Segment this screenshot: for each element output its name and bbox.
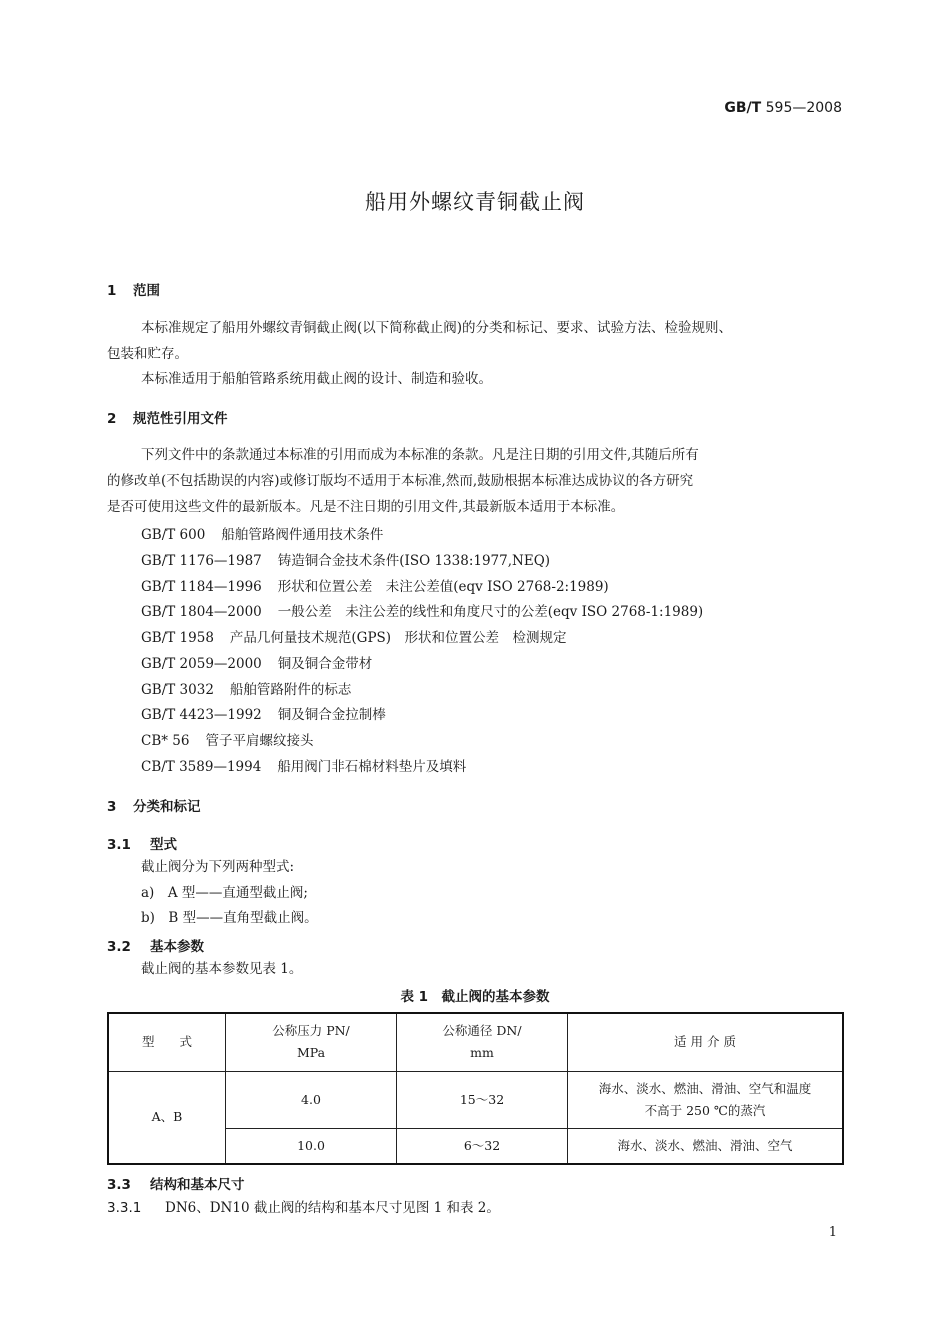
section-3-3-heading [107,1173,245,1193]
reference-title: 管子平肩螺纹接头 [205,733,314,749]
section-title: 范围 [133,283,160,299]
section-text: DN6、DN10 截止阀的结构和基本尺寸见图 1 和表 2。 [165,1200,500,1216]
cell-diameter: 6～32 [397,1128,568,1164]
section-2-paragraph-line-1: 下列文件中的条款通过本标准的引用而成为本标准的条款。凡是注日期的引用文件,其随后所有 [141,447,699,463]
section-2-paragraph-line-3: 是否可使用这些文件的最新版本。凡是不注日期的引用文件,其最新版本适用于本标准。 [107,499,625,515]
standard-code: 595—2008 [765,100,842,116]
cell-pressure: 10.0 [226,1128,397,1164]
reference-item [141,549,550,569]
section-number: 3 [107,799,117,815]
reference-code: GB/T 4423—1992 [141,707,262,723]
reference-code: GB/T 1804—2000 [141,604,262,620]
header-nominal-diameter: 公称通径 DN/ mm [397,1013,568,1071]
section-3-heading [107,795,201,815]
reference-code: GB/T 2059—2000 [141,656,262,672]
cell-medium: 海水、淡水、燃油、滑油、空气 [568,1128,844,1164]
section-3-1-intro: 截止阀分为下列两种型式: [141,859,295,875]
section-title: 型式 [150,837,177,853]
section-title: 分类和标记 [133,799,201,815]
section-number: 3.3 [107,1177,131,1193]
section-1-heading [107,279,160,299]
table-header-row [108,1013,843,1071]
header-nominal-pressure: 公称压力 PN/ MPa [226,1013,397,1071]
reference-item [141,600,703,620]
reference-item [141,755,466,775]
reference-item [141,678,351,698]
reference-title: 船舶管路阀件通用技术条件 [221,527,384,543]
section-2-paragraph-line-2: 的修改单(不包括勘误的内容)或修订版均不适用于本标准,然而,鼓励根据本标准达成协议的各方研究 [107,473,694,489]
section-number: 1 [107,283,117,299]
section-number: 2 [107,411,117,427]
section-1-paragraph-1-line-2: 包装和贮存。 [107,346,188,362]
section-title: 规范性引用文件 [133,411,228,427]
section-number: 3.2 [107,939,131,955]
section-title: 结构和基本尺寸 [150,1177,245,1193]
document-title: 船用外螺纹青铜截止阀 [365,190,585,214]
section-3-3-1 [107,1195,500,1221]
reference-title: 产品几何量技术规范(GPS) 形状和位置公差 检测规定 [229,630,567,646]
parameters-table [107,1012,844,1165]
reference-code: GB/T 600 [141,527,206,543]
section-1-paragraph-2: 本标准适用于船舶管路系统用截止阀的设计、制造和验收。 [141,371,492,387]
standard-number [724,100,842,116]
header-type: 型 式 [108,1013,226,1071]
reference-item [141,729,313,749]
reference-title: 一般公差 未注公差的线性和角度尺寸的公差(eqv ISO 2768-1:1989) [277,604,704,620]
table-row [108,1071,843,1128]
section-1-paragraph-1-line-1: 本标准规定了船用外螺纹青铜截止阀(以下简称截止阀)的分类和标记、要求、试验方法、检验规则、 [141,320,733,336]
section-title: 基本参数 [150,939,204,955]
section-3-2-heading [107,935,204,955]
section-3-1-heading [107,833,177,853]
section-number: 3.3.1 [107,1200,142,1216]
reference-title: 船舶管路附件的标志 [229,682,352,698]
list-item-b: b) B 型——直角型截止阀。 [141,910,318,926]
reference-item [141,523,383,543]
table-caption: 表 1 截止阀的基本参数 [400,989,550,1005]
reference-title: 铜及铜合金拉制棒 [277,707,386,723]
reference-item [141,703,386,723]
reference-title: 船用阀门非石棉材料垫片及填料 [277,759,467,775]
reference-title: 形状和位置公差 未注公差值(eqv ISO 2768-2:1989) [277,579,609,595]
cell-pressure: 4.0 [226,1071,397,1128]
reference-code: CB/T 3589—1994 [141,759,262,775]
reference-code: GB/T 1176—1987 [141,553,262,569]
cell-diameter: 15～32 [397,1071,568,1128]
reference-item [141,652,372,672]
section-2-heading [107,407,228,427]
standard-prefix: GB/T [724,100,762,116]
section-number: 3.1 [107,837,131,853]
reference-title: 铸造铜合金技术条件(ISO 1338:1977,NEQ) [277,553,551,569]
reference-code: CB* 56 [141,733,190,749]
reference-item [141,626,567,646]
section-3-2-text: 截止阀的基本参数见表 1。 [141,961,303,977]
reference-code: GB/T 3032 [141,682,214,698]
list-item-a: a) A 型——直通型截止阀; [141,885,308,901]
page-number: 1 [828,1225,837,1240]
reference-code: GB/T 1184—1996 [141,579,262,595]
cell-type: A、B [108,1071,226,1164]
reference-code: GB/T 1958 [141,630,214,646]
cell-medium: 海水、淡水、燃油、滑油、空气和温度 不高于 250 ℃的蒸汽 [568,1071,844,1128]
reference-item [141,575,609,595]
reference-title: 铜及铜合金带材 [277,656,373,672]
header-applicable-medium: 适 用 介 质 [568,1013,844,1071]
